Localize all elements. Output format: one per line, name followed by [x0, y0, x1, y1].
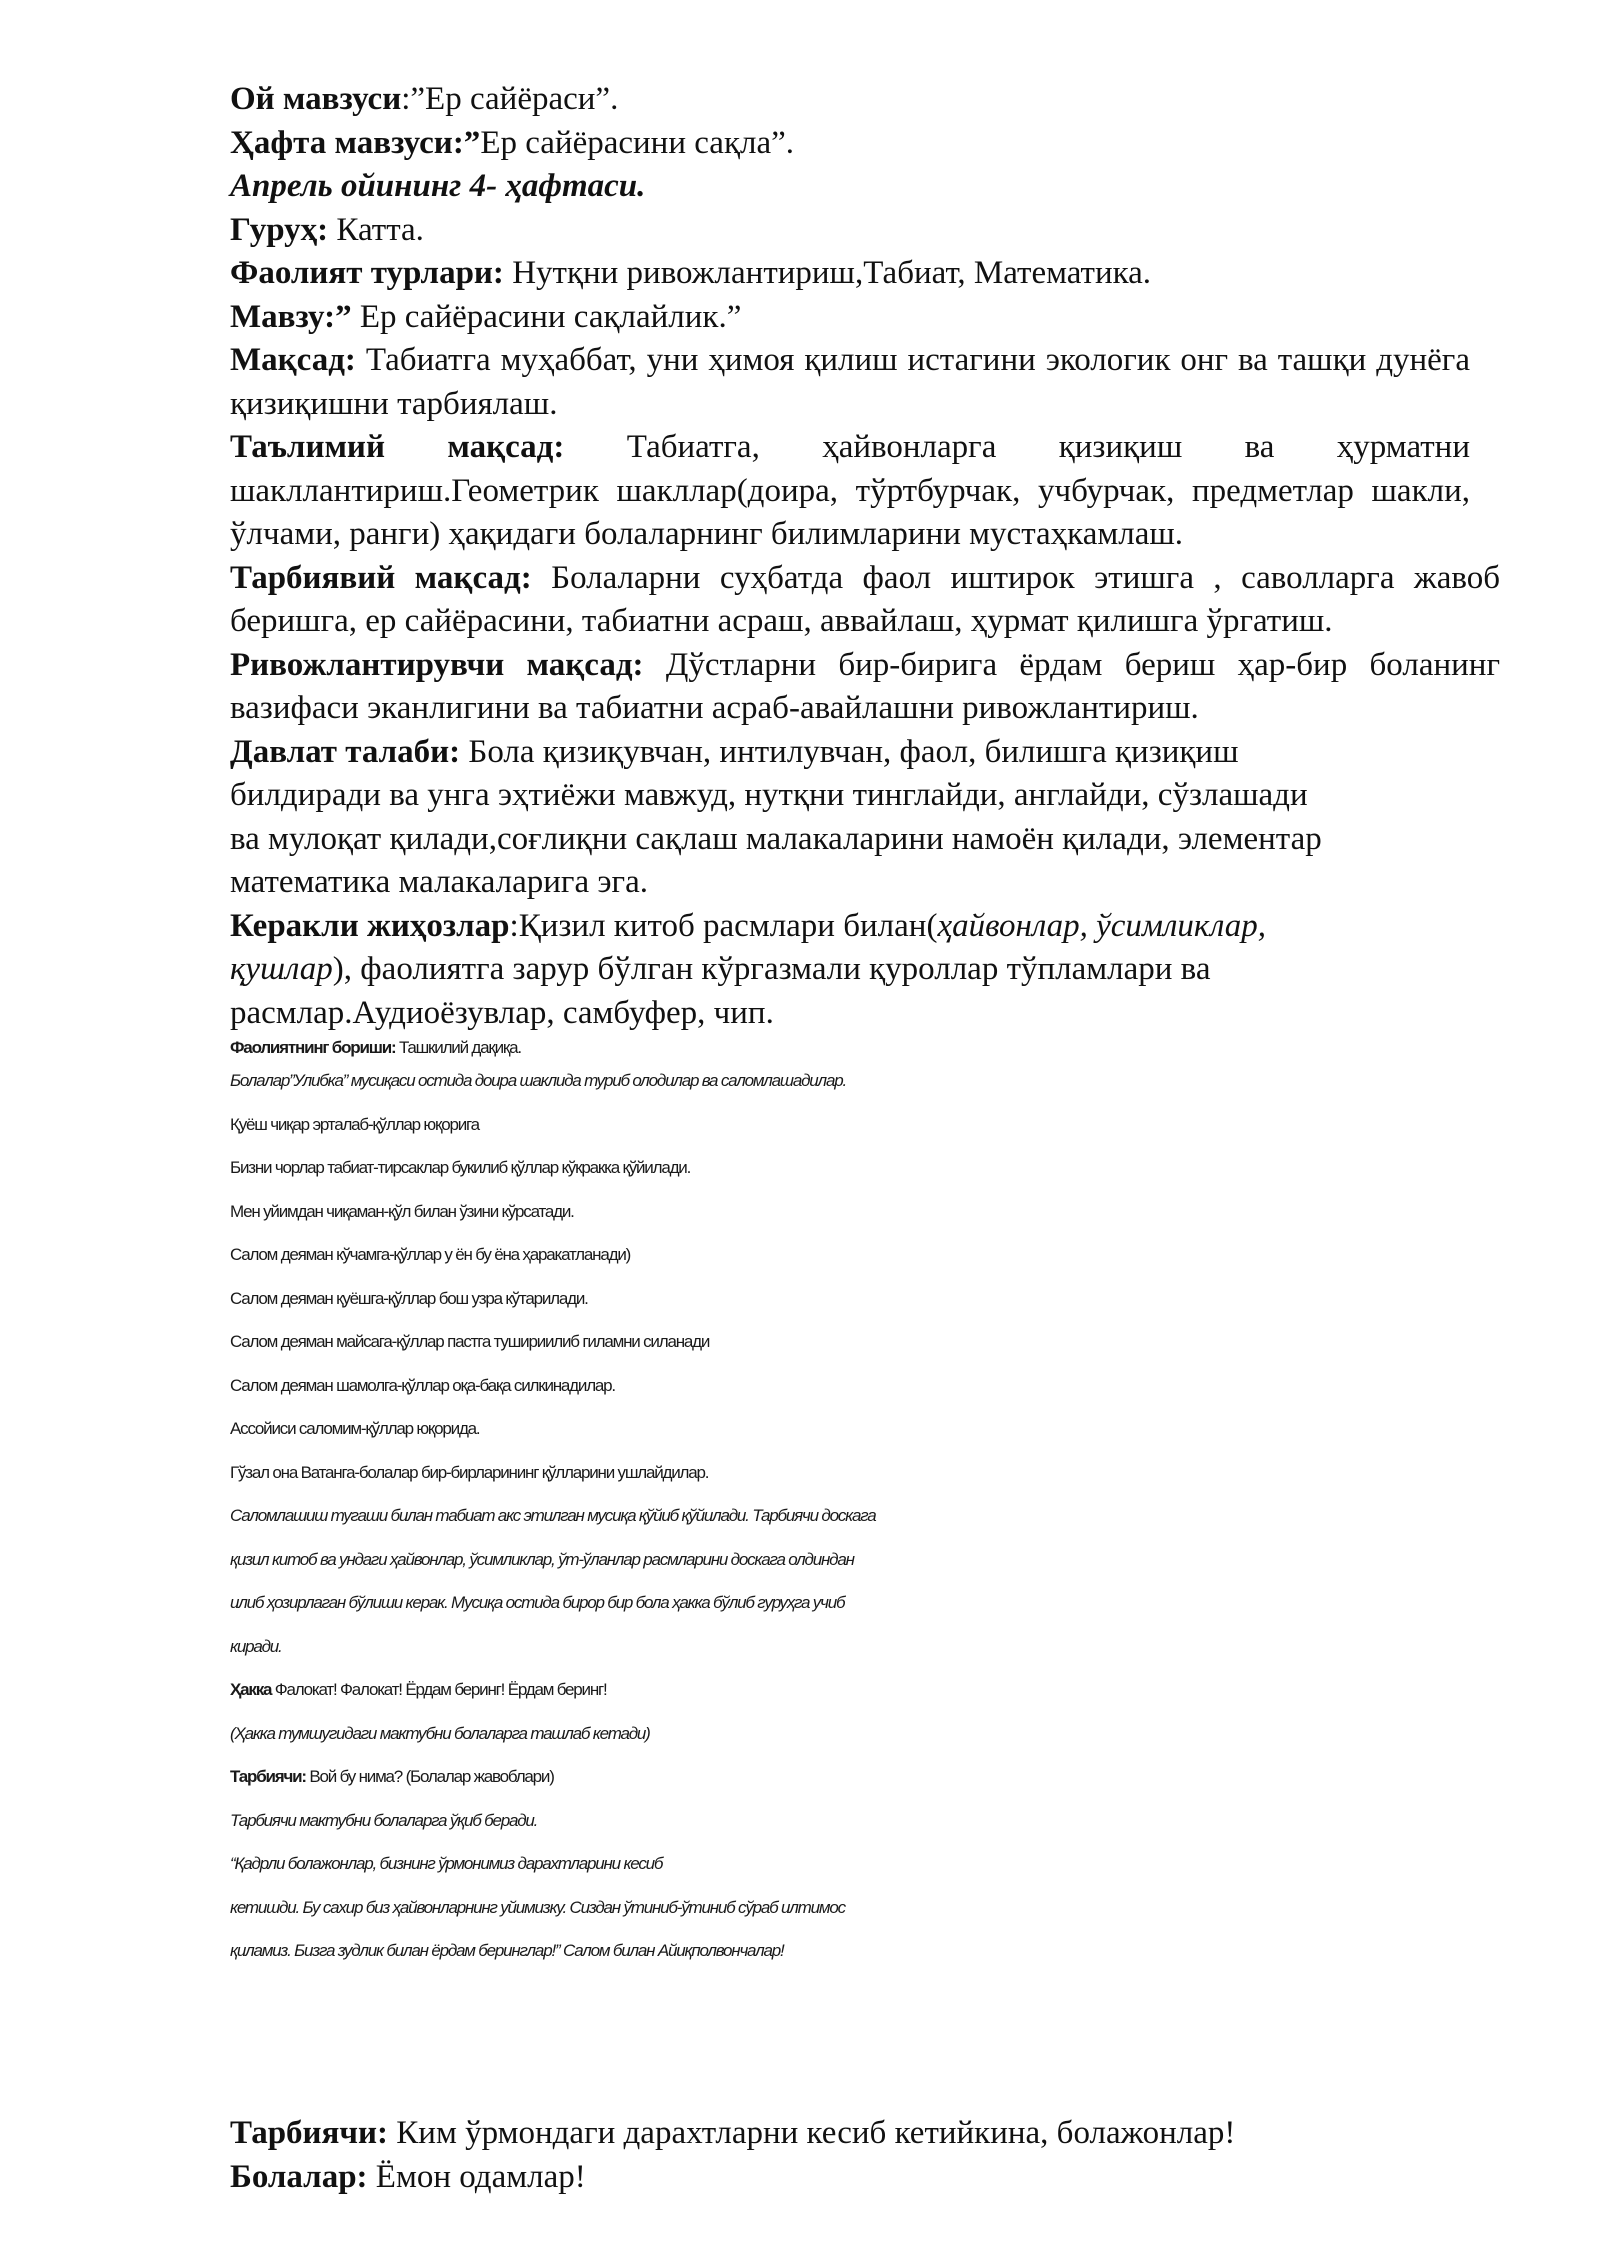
teacher-label-small: Тарбиячи:: [230, 1767, 306, 1786]
activity-course-value: Ташкилий дақиқа.: [395, 1038, 521, 1057]
goal-label: Мақсад:: [230, 342, 356, 378]
state-requirement-line: ва мулоқат қилади,соғлиқни сақлаш малакаларини намоён қилади, элементар: [230, 820, 1322, 857]
activity-line: илиб ҳозирлаган бўлиши керак. Мусиқа остида бирор бир бола ҳакка бўлиб гуруҳга учиб: [230, 1593, 845, 1612]
developing-goal-text: Дўстларни бир-бирига ёрдам бериш ҳар-бир боланинг вазифаси эканлигини ва табиатни асраб-авайлашни ривожлантириш.: [230, 646, 1500, 726]
activity-course: [230, 1037, 1500, 1973]
topic-value: Ер сайёрасини сақлайлик.”: [351, 298, 742, 335]
state-requirement-line: билдиради ва унга эҳтиёжи мавжуд, нутқни тинглайди, англайди, сўзлашади: [230, 777, 1308, 813]
group: [230, 209, 1500, 253]
state-requirement-label: Давлат талаби:: [230, 733, 461, 770]
week-theme-value: Ер сайёрасини сақла”.: [480, 124, 794, 161]
activity-line: Салом деяман қуёшга-қўллар бош узра кўтарилади.: [230, 1288, 588, 1308]
activity-line: Саломлашиш тугаши билан табиат акс этилган мусиқа қўйиб қўйилади. Тарбиячи доскага: [230, 1506, 876, 1525]
activity-line: қизил китоб ва ундаги ҳайвонлар, ўсимликлар, ўт-ўланлар расмларини доскага олдиндан: [230, 1549, 854, 1569]
developing-goal: [230, 644, 1500, 731]
dialogue-bottom: [230, 2112, 1500, 2199]
state-requirement-text: Бола қизиқувчан, интилувчан, фаол, билишга қизиқиш: [460, 733, 1239, 770]
activity-course-heading: [230, 1037, 1500, 1059]
magpie-label: Ҳакка: [230, 1680, 272, 1699]
activity-line: Ассойиси саломим-қўллар юқорида.: [230, 1419, 480, 1438]
lesson-plan-document: [230, 78, 1500, 1973]
activity-lines: [230, 1059, 1500, 1668]
children-text: Ёмон одамлар!: [367, 2158, 586, 2195]
goal-text: Табиатга муҳаббат, уни ҳимоя қилиш истагини экологик онг ва ташқи дунёга қизиқишни тарбиялаш.: [230, 342, 1470, 422]
teacher-label: Тарбиячи:: [230, 2115, 389, 2151]
week-of-month: Апрель ойининг 4- ҳафтаси.: [230, 168, 646, 204]
activity-types: [230, 252, 1500, 296]
teacher-line-small: [230, 1755, 1500, 1799]
letter-line: кетишди. Бу сахир биз ҳайвонларнинг уйимизку. Сиздан ўтиниб-ўтиниб сўраб илтимос: [230, 1897, 845, 1917]
upbringing-goal-label: Тарбиявий мақсад:: [230, 559, 532, 596]
equipment-line: [230, 948, 1500, 992]
activity-line: Салом деяман кўчамга-қўллар у ён бу ёна ҳаракатланади): [230, 1245, 631, 1264]
activity-types-value: Нутқни ривожлантириш,Табиат, Математика.: [503, 255, 1152, 291]
goal: [230, 339, 1470, 426]
activity-line: Салом деяман майсага-қўллар пастга тушириилиб гиламни силанади: [230, 1332, 710, 1351]
upbringing-goal: [230, 557, 1500, 644]
week-theme: [230, 122, 1500, 166]
activity-line: Салом деяман шамолга-қўллар оқа-бақа силкинадилар.: [230, 1375, 615, 1395]
educational-goal: [230, 426, 1470, 557]
teacher-text: Ким ўрмондаги дарахтларни кесиб кетийкина, болажонлар!: [388, 2115, 1236, 2151]
month-theme-label: Ой мавзуси: [230, 81, 402, 117]
magpie-text: Фалокат! Фалокат! Ёрдам беринг! Ёрдам беринг!: [271, 1680, 607, 1699]
activity-line: Болалар”Улибка” мусиқаси остида доира шаклида туриб олодилар ва саломлашадилар.: [230, 1071, 846, 1090]
educational-goal-text: Табиатга, ҳайвонларга қизиқиш ва ҳурматни шакллантириш.Геометрик шакллар(доира, тўртбурчак, учбурчак, предметлар шакли, ўлчами, ранги) ҳақидаги болаларнинг билимларини мустаҳкамлаш.: [230, 429, 1470, 552]
magpie-line: [230, 1668, 1500, 1712]
equipment-text: :Қизил китоб расмлари билан(: [509, 907, 938, 944]
activity-course-label: Фаолиятнинг бориши:: [230, 1038, 396, 1057]
activity-line: Гўзал она Ватанга-болалар бир-бирларининг қўлларини ушлайдилар.: [230, 1462, 709, 1482]
group-value: Катта.: [328, 211, 424, 248]
magpie-note: (Ҳакка тумшугидаги мактубни болаларга ташлаб кетади): [230, 1723, 650, 1743]
children-line: [230, 2156, 1500, 2200]
letter-line: қиламиз. Бизга зудлик билан ёрдам беринглар!” Салом билан Айиқполвончалар!: [230, 1941, 784, 1960]
activity-types-label: Фаолият турлари:: [230, 255, 504, 291]
activity-line: киради.: [230, 1636, 282, 1656]
equipment-label: Керакли жиҳозлар: [230, 907, 510, 944]
activity-line: Бизни чорлар табиат-тирсаклар букилиб қўллар кўкракка қўйилади.: [230, 1158, 691, 1177]
topic: [230, 296, 1500, 340]
month-theme-value: :”Ер сайёраси”.: [401, 81, 619, 117]
equipment-line: [230, 905, 1500, 949]
group-label: Гуруҳ:: [230, 211, 329, 248]
state-requirement-line: [230, 731, 1500, 775]
developing-goal-label: Ривожлантирувчи мақсад:: [230, 646, 644, 683]
children-label: Болалар:: [230, 2158, 368, 2195]
educational-goal-label: Таълимий мақсад:: [230, 429, 565, 465]
equipment-italic: ҳайвонлар, ўсимликлар,: [937, 907, 1267, 944]
equipment-text: ), фаолиятга зарур бўлган кўргазмали қуроллар тўпламлари ва: [332, 951, 1211, 987]
activity-line: Мен уйимдан чиқаман-қўл билан ўзини кўрсатади.: [230, 1201, 574, 1221]
equipment-line: расмлар.Аудиоёзувлар, самбуфер, чип.: [230, 994, 774, 1031]
equipment-italic: қушлар: [230, 951, 333, 987]
equipment: [230, 905, 1500, 1036]
activity-line: Қуёш чиқар эрталаб-қўллар юқорига: [230, 1114, 479, 1134]
topic-label: Мавзу:”: [230, 298, 352, 335]
state-requirement-line: математика малакаларига эга.: [230, 864, 648, 900]
month-theme: [230, 78, 1500, 122]
week-theme-label: Ҳафта мавзуси:”: [230, 124, 481, 161]
letter-line: “Қадрли болажонлар, бизнинг ўрмонимиз дарахтларини кесиб: [230, 1854, 663, 1873]
state-requirement: [230, 731, 1500, 905]
teacher-text-small: Вой бу нима? (Болалар жавоблари): [305, 1767, 554, 1786]
letter-line: Тарбиячи мактубни болаларга ўқиб беради.: [230, 1810, 538, 1830]
upbringing-goal-text: Болаларни суҳбатда фаол иштирок этишга , саволларга жавоб беришга, ер сайёрасини, табиатни асраш, аввайлаш, ҳурмат қилишга ўргатиш.: [230, 559, 1500, 639]
teacher-line: [230, 2112, 1500, 2156]
